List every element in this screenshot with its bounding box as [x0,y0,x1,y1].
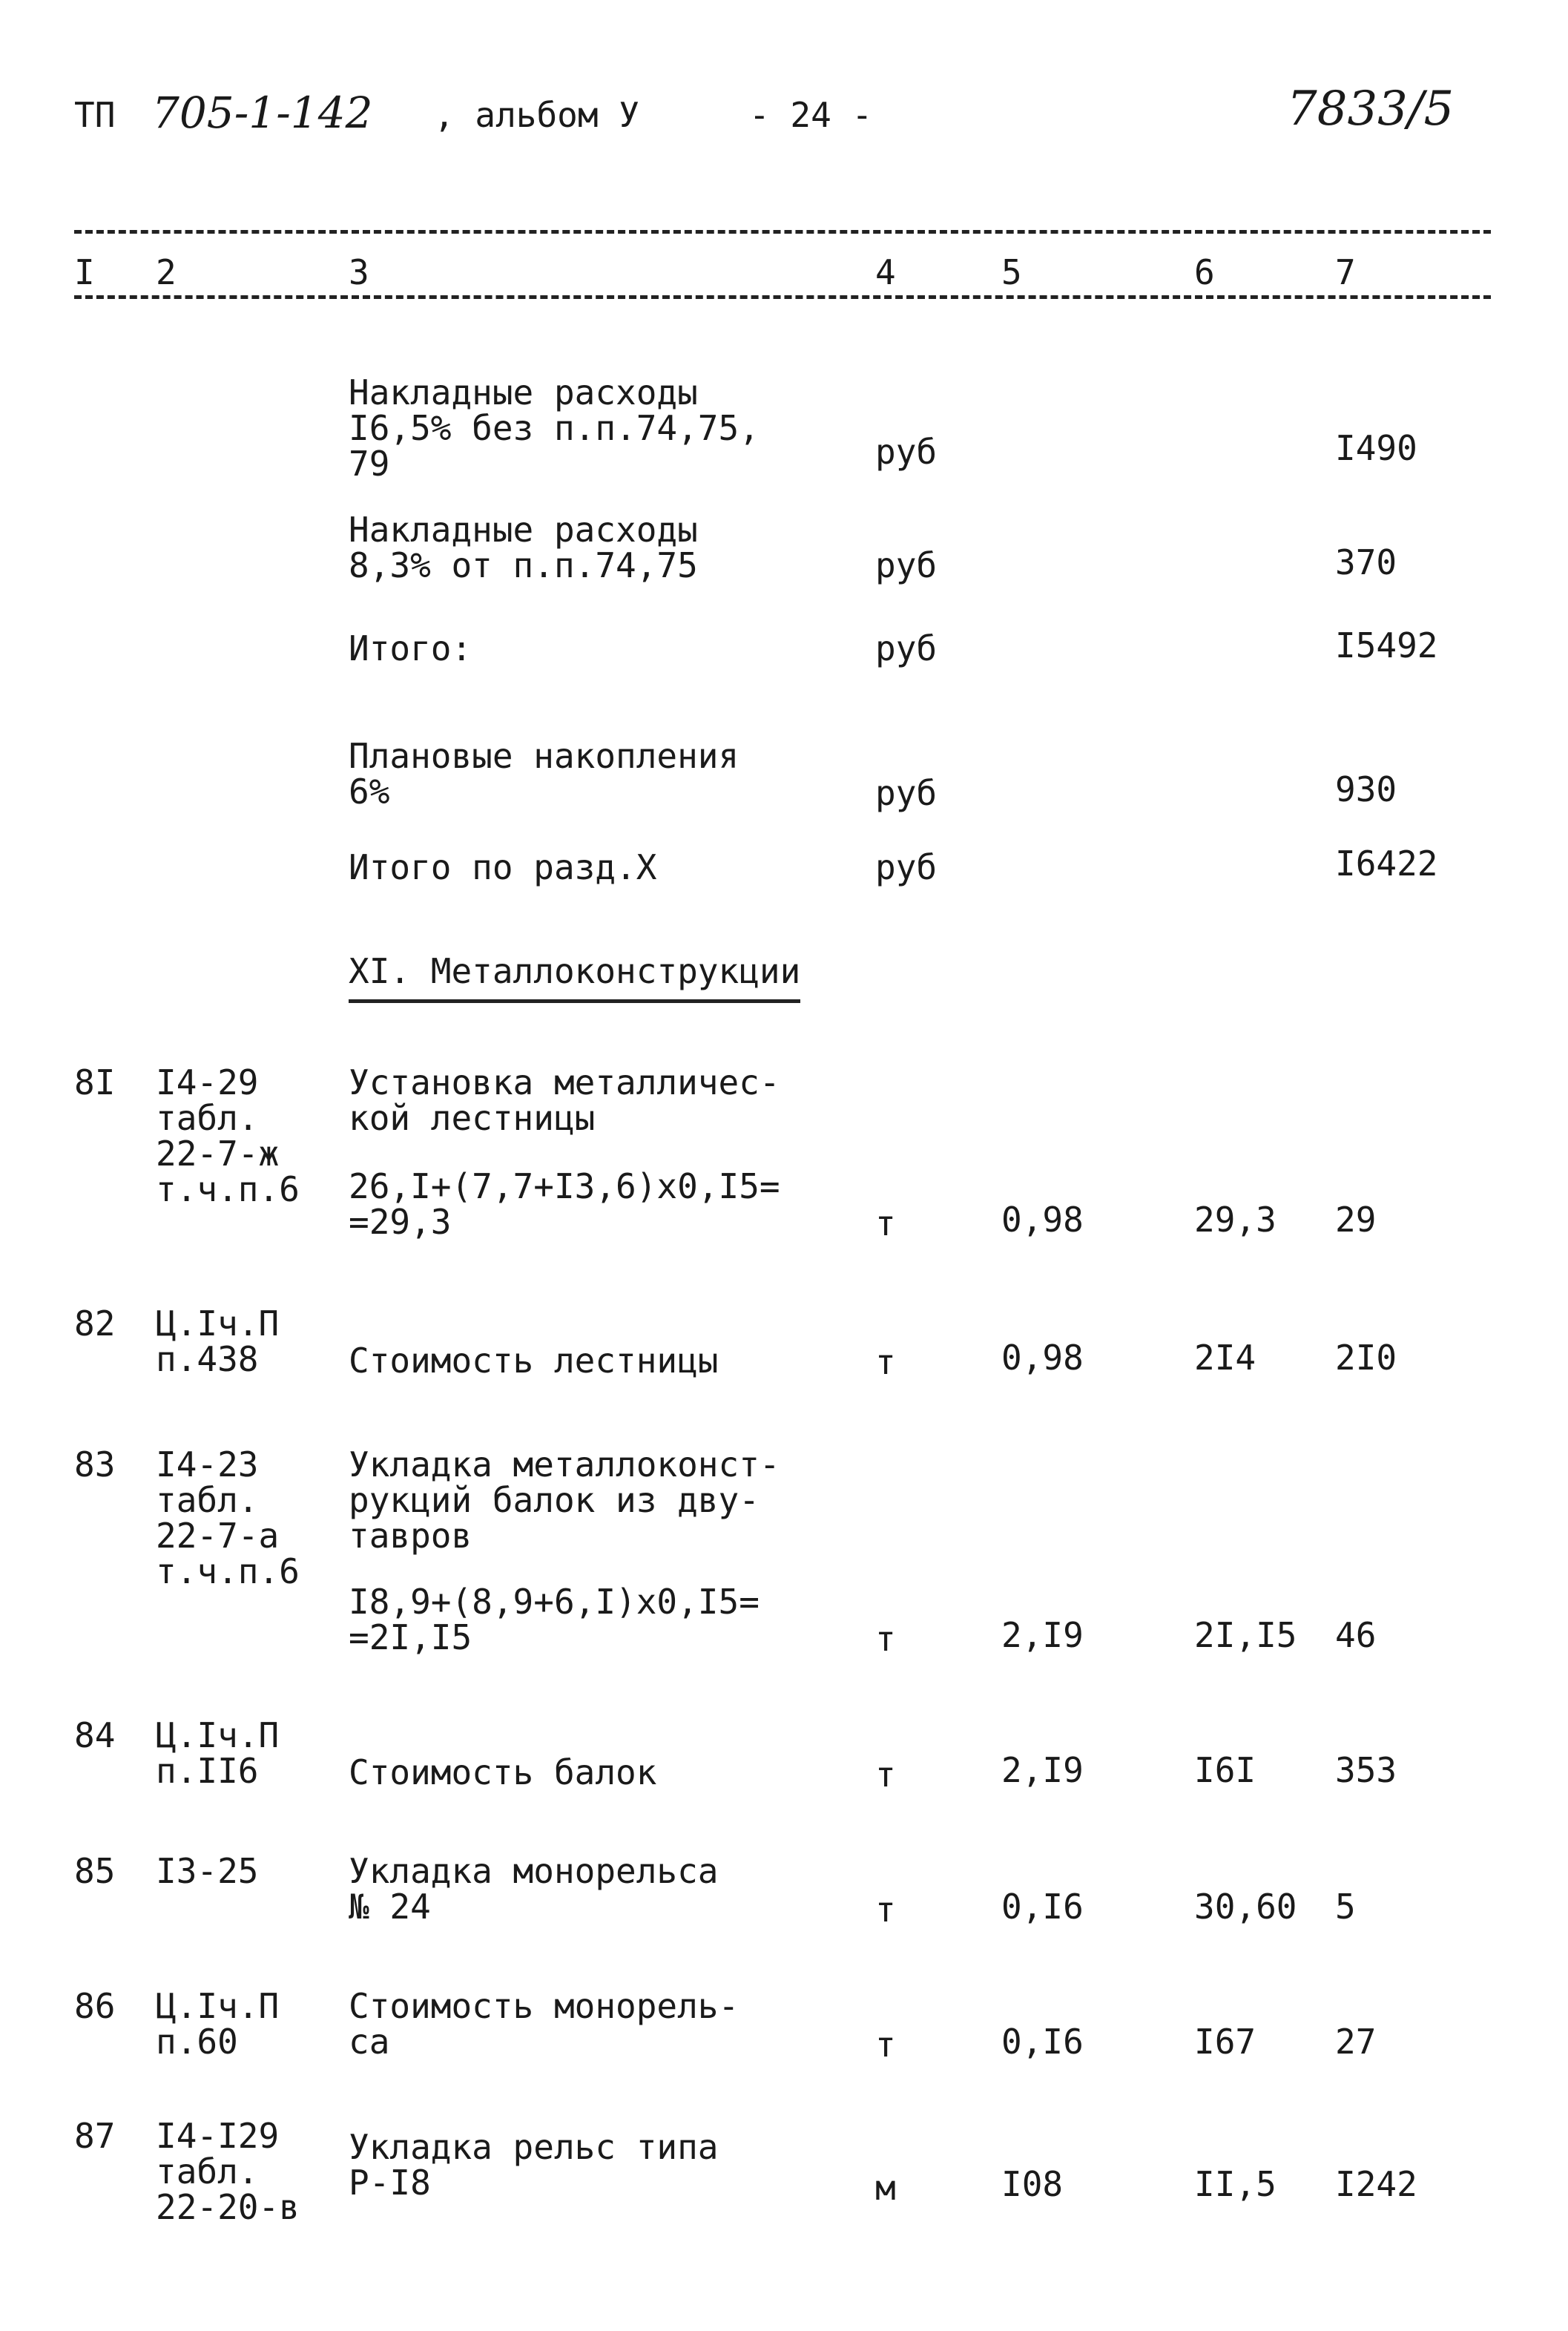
section-title: XI. Металлоконструкции [349,953,800,1003]
item-total: 5 [1335,1887,1356,1927]
item-price: I67 [1194,2022,1256,2062]
item-number: 8I [74,1062,116,1102]
item-unit: т [875,1203,896,1243]
summary-unit: руб [875,847,938,887]
item-unit: т [875,1755,896,1795]
item-desc: Укладка рельс типа Р-I8 [349,2127,719,2203]
column-3: 3 [349,252,369,292]
item-unit: м [875,2168,896,2208]
summary-total: I6422 [1335,844,1438,884]
item-qty: 2,I9 [1001,1750,1084,1790]
summary-total: I490 [1335,428,1417,468]
item-number: 83 [74,1444,116,1485]
item-qty: I08 [1001,2164,1064,2204]
item-number: 84 [74,1715,116,1755]
summary-unit: руб [875,628,938,668]
item-desc: Стоимость балок [349,1752,657,1792]
item-code: I3-25 [156,1851,259,1891]
summary-total: 370 [1335,542,1397,582]
item-price: 30,60 [1194,1887,1297,1927]
album-label: , альбом У [434,95,639,135]
top-divider [74,230,1491,234]
item-price: 29,3 [1194,1200,1277,1240]
item-total: 2I0 [1335,1338,1397,1378]
item-price: I6I [1194,1750,1256,1790]
column-7: 7 [1335,252,1356,292]
summary-desc: Накладные расходы I6,5% без п.п.74,75, 79 [349,372,760,484]
summary-desc: Итого: [349,628,472,668]
item-qty: 2,I9 [1001,1615,1084,1655]
column-2: 2 [156,252,177,292]
item-desc: Укладка металлоконст- рукций балок из дву- тавров [349,1444,780,1556]
column-5: 5 [1001,252,1022,292]
item-total: 27 [1335,2022,1377,2062]
item-code: Ц.Iч.П п.60 [156,1986,280,2062]
column-4: 4 [875,252,896,292]
item-formula: I8,9+(8,9+6,I)x0,I5= =2I,I5 [349,1582,760,1657]
item-total: I242 [1335,2164,1417,2204]
summary-unit: руб [875,545,938,585]
column-6: 6 [1194,252,1215,292]
item-unit: т [875,2025,896,2065]
header-divider [74,295,1491,299]
item-qty: 0,98 [1001,1338,1084,1378]
item-code: I4-29 табл. 22-7-ж т.ч.п.6 [156,1062,300,1209]
item-number: 86 [74,1986,116,2026]
item-price: 2I,I5 [1194,1615,1297,1655]
tp-number: 705-1-142 [152,88,373,138]
summary-desc: Итого по разд.X [349,847,657,887]
item-unit: т [875,1890,896,1930]
item-code: Ц.Iч.П п.II6 [156,1715,280,1791]
tp-prefix: ТП [74,95,116,135]
item-total: 46 [1335,1615,1377,1655]
summary-desc: Накладные расходы 8,3% от п.п.74,75 [349,510,698,585]
summary-unit: руб [875,773,938,813]
item-total: 353 [1335,1750,1397,1790]
item-desc: Стоимость лестницы [349,1341,719,1381]
item-number: 87 [74,2116,116,2156]
summary-unit: руб [875,432,938,472]
column-1: I [74,252,95,292]
item-unit: т [875,1342,896,1382]
item-unit: т [875,1619,896,1659]
item-price: 2I4 [1194,1338,1256,1378]
item-qty: 0,I6 [1001,2022,1084,2062]
item-formula: 26,I+(7,7+I3,6)x0,I5= =29,3 [349,1166,780,1242]
summary-desc: Плановые накопления 6% [349,736,739,812]
item-number: 82 [74,1303,116,1344]
item-desc: Установка металличес- кой лестницы [349,1062,780,1138]
item-total: 29 [1335,1200,1377,1240]
page-number: - 24 - [749,95,873,135]
item-code: Ц.Iч.П п.438 [156,1303,280,1379]
item-price: II,5 [1194,2164,1277,2204]
summary-total: 930 [1335,769,1397,809]
item-desc: Укладка монорельса № 24 [349,1851,719,1927]
item-desc: Стоимость монорель- са [349,1986,739,2062]
item-code: I4-I29 табл. 22-20-в [156,2116,300,2227]
item-number: 85 [74,1851,116,1891]
item-qty: 0,I6 [1001,1887,1084,1927]
item-qty: 0,98 [1001,1200,1084,1240]
summary-total: I5492 [1335,625,1438,665]
sheet-code: 7833/5 [1287,82,1455,137]
item-code: I4-23 табл. 22-7-а т.ч.п.6 [156,1444,300,1591]
